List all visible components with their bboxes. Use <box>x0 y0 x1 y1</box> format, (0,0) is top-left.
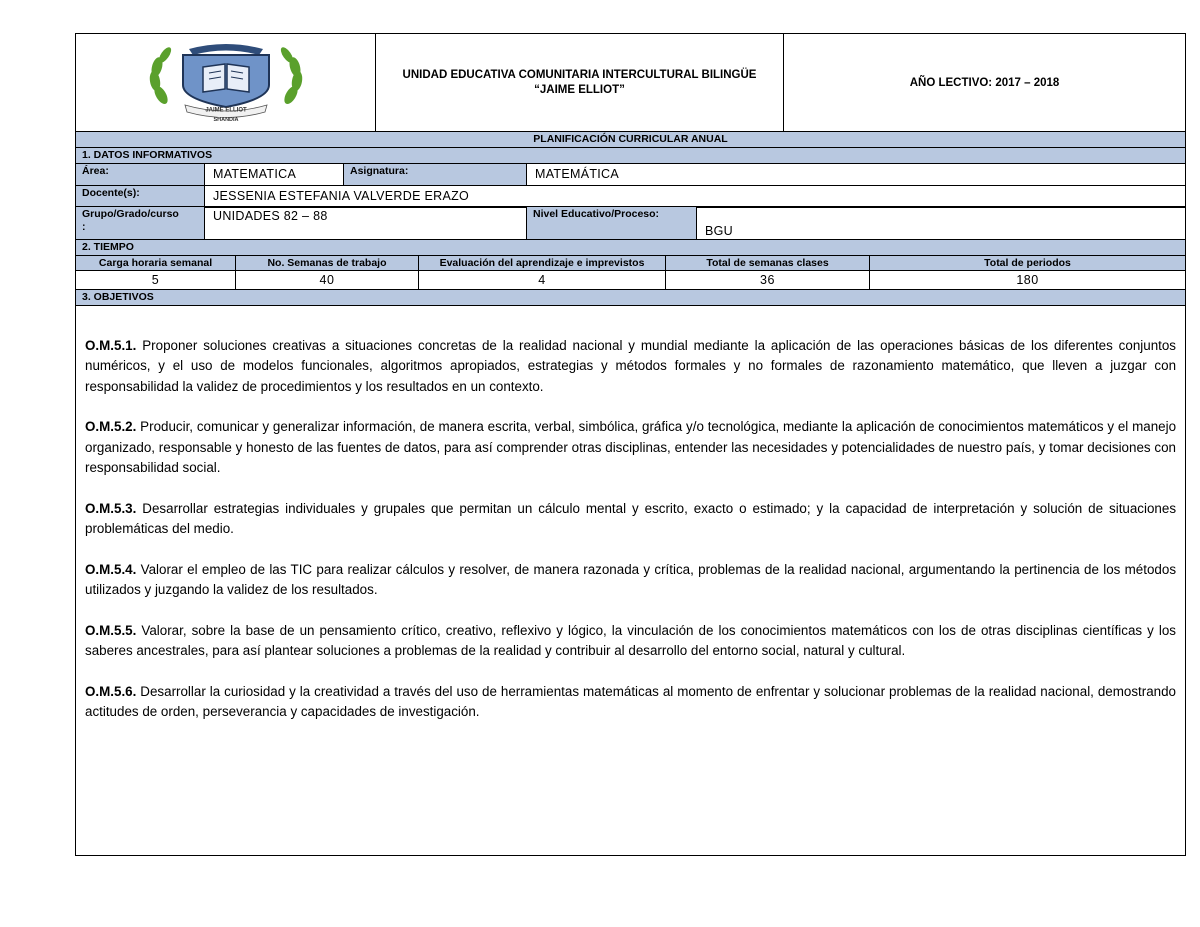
subject-label: Asignatura: <box>344 163 527 185</box>
value-total-semanas: 36 <box>666 270 870 289</box>
school-name-line2: “JAIME ELLIOT” <box>534 83 625 96</box>
objective-item <box>85 682 1176 723</box>
teacher-value: JESSENIA ESTEFANIA VALVERDE ERAZO <box>205 185 1186 207</box>
section-tiempo-title: 2. TIEMPO <box>76 239 1186 255</box>
plan-title: PLANIFICACIÓN CURRICULAR ANUAL <box>76 131 1186 147</box>
objective-item <box>85 621 1176 662</box>
objective-item <box>85 417 1176 479</box>
svg-text:JAIME ELLIOT: JAIME ELLIOT <box>204 107 247 114</box>
objective-text: Producir, comunicar y generalizar información, de manera escrita, verbal, simbólica, gráfica y/o tecnológica, mediante la aplicación de conocimientos matemáticos y el manejo organizado, responsable y honesto de las fuentes de datos, para así comprender otras disciplinas, entender las necesidades y potencialidades de nuestro país, y tomar decisiones con responsabilidad social. <box>85 419 1177 476</box>
section-datos-title: 1. DATOS INFORMATIVOS <box>76 147 1186 163</box>
objective-text: Proponer soluciones creativas a situaciones concretas de la realidad nacional y mundial mediante la aplicación de las operaciones básicas de los diferentes conjuntos numéricos, y el uso de modelos funcionales, algoritmos apropiados, estrategias y métodos formales y no formales de razonamiento matemático, que lleven a juzgar con responsabilidad la validez de procedimientos y los resultados en un contexto. <box>85 337 1177 394</box>
teacher-label: Docente(s): <box>76 185 205 207</box>
header-table <box>75 33 1186 132</box>
objective-item <box>85 560 1176 601</box>
col-header-evaluacion: Evaluación del aprendizaje e imprevistos <box>419 255 666 270</box>
school-name-cell <box>376 34 784 132</box>
shield-icon <box>183 55 269 107</box>
planning-document <box>75 33 1185 856</box>
col-header-semanas: No. Semanas de trabajo <box>236 255 419 270</box>
svg-text:SHANDIA: SHANDIA <box>212 117 239 123</box>
grupo-table <box>75 206 1186 240</box>
objective-code: O.M.5.4. <box>85 561 137 577</box>
objective-text: Valorar, sobre la base de un pensamiento crítico, creativo, reflexivo y lógico, la vinculación de los conocimientos matemáticos con los de otras disciplinas científicas y los saberes ancestrales, para así plantear soluciones a problemas de la realidad y contribuir al desarrollo del entorno social, natural y cultural. <box>85 622 1177 659</box>
value-total-periodos: 180 <box>870 270 1186 289</box>
col-header-carga: Carga horaria semanal <box>76 255 236 270</box>
col-header-total-semanas: Total de semanas clases <box>666 255 870 270</box>
value-semanas: 40 <box>236 270 419 289</box>
area-label: Área: <box>76 163 205 185</box>
objective-item <box>85 336 1176 398</box>
value-carga: 5 <box>76 270 236 289</box>
objective-code: O.M.5.5. <box>85 622 137 638</box>
tiempo-table <box>75 239 1186 856</box>
objective-code: O.M.5.3. <box>85 500 137 516</box>
col-header-total-periodos: Total de periodos <box>870 255 1186 270</box>
objective-text: Desarrollar estrategias individuales y grupales que permitan un cálculo mental y escrito, exacto o estimado; y la capacidad de interpretación y solución de situaciones problemáticas del medio. <box>85 500 1177 537</box>
objective-code: O.M.5.6. <box>85 683 137 699</box>
area-value: MATEMATICA <box>205 163 344 185</box>
objective-code: O.M.5.2. <box>85 419 137 435</box>
level-label: Nivel Educativo/Proceso: <box>527 207 697 240</box>
group-value: UNIDADES 82 – 88 <box>205 207 527 240</box>
objective-text: Desarrollar la curiosidad y la creatividad a través del uso de herramientas matemáticas al momento de enfrentar y solucionar problemas de la realidad nacional, demostrando actitudes de orden, perseverancia y capacidades de investigación. <box>85 683 1177 720</box>
value-evaluacion: 4 <box>419 270 666 289</box>
school-logo <box>141 37 311 123</box>
objective-item <box>85 499 1176 540</box>
group-label: Grupo/Grado/curso : <box>76 207 205 240</box>
level-value: BGU <box>697 207 1186 240</box>
subject-value: MATEMÁTICA <box>527 163 1186 185</box>
school-name-line1: UNIDAD EDUCATIVA COMUNITARIA INTERCULTURAL BILINGÜE <box>402 68 757 81</box>
objective-code: O.M.5.1. <box>85 337 137 353</box>
objective-text: Valorar el empleo de las TIC para realizar cálculos y resolver, de manera razonada y crítica, problemas de la realidad nacional, argumentando la pertinencia de los métodos utilizados y juzgando la validez de los resultados. <box>85 561 1177 598</box>
school-year: AÑO LECTIVO: 2017 – 2018 <box>784 34 1186 132</box>
datos-table <box>75 131 1186 208</box>
objectives-body <box>76 305 1186 855</box>
school-logo-cell <box>76 34 376 132</box>
section-objetivos-title: 3. OBJETIVOS <box>76 289 1186 305</box>
